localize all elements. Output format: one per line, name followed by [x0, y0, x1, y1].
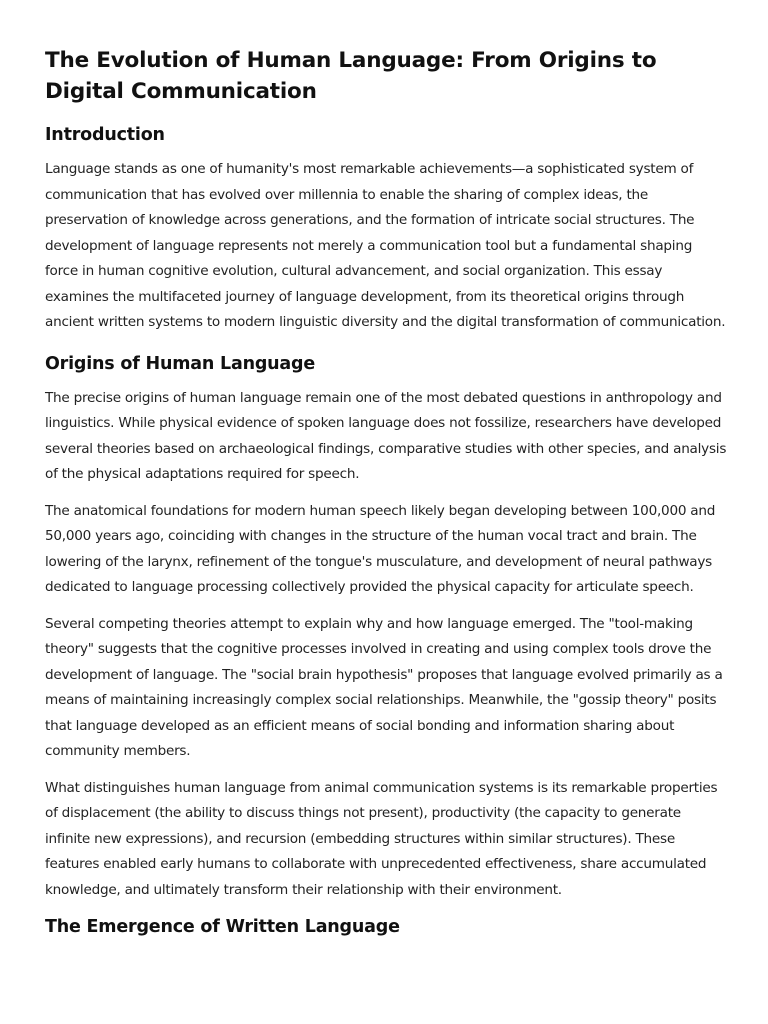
paragraph: The precise origins of human language remain one of the most debated questions in anthropology and linguistics. While physical evidence of spoken language does not fossilize, researchers have developed several theories based on archaeological findings, comparative studies with other species, and analysis of the physical adaptations required for speech.	[45, 389, 727, 482]
paragraph: The anatomical foundations for modern human speech likely began developing between 100,000 and 50,000 years ago, coinciding with changes in the structure of the human vocal tract and brain. The lowering of the larynx, refinement of the tongue's musculature, and development of neural pathways dedicated to language processing collectively provided the physical capacity for articulate speech.	[45, 502, 716, 595]
paragraph: Language stands as one of humanity's most remarkable achievements—a sophisticated system of communication that has evolved over millennia to enable the sharing of complex ideas, the preservation of knowledge across generations, and the formation of intricate social structures. The development of language represents not merely a communication tool but a fundamental shaping force in human cognitive evolution, cultural advancement, and social organization. This essay examines the multifaceted journey of language development, from its theoretical origins through ancient written systems to modern linguistic diversity and the digital transformation of communication.	[45, 161, 726, 330]
paragraph: What distinguishes human language from animal communication systems is its remarkable properties of displacement (the ability to discuss things not present), productivity (the capacity to generate infinite new expressions), and recursion (embedding structures within similar structures). These features enabled early humans to collaborate with unprecedented effectiveness, share accumulated knowledge, and ultimately transform their relationship with their environment.	[45, 779, 718, 898]
section-introduction	[45, 123, 728, 336]
section-heading: Origins of Human Language	[45, 353, 316, 374]
section-heading: Introduction	[45, 125, 165, 145]
document-body	[45, 45, 728, 950]
section-origins	[45, 352, 728, 904]
paragraph: Several competing theories attempt to explain why and how language emerged. The "tool-making theory" suggests that the cognitive processes involved in creating and using complex tools drove the development of language. The "social brain hypothesis" proposes that language evolved primarily as a means of maintaining increasingly complex social relationships. Meanwhile, the "gossip theory" posits that language developed as an efficient means of social bonding and information sharing about community members.	[45, 615, 723, 759]
section-written-language	[45, 915, 728, 939]
section-heading: The Emergence of Written Language	[45, 917, 400, 937]
document-title: The Evolution of Human Language: From Origins to Digital Communication	[45, 48, 657, 104]
